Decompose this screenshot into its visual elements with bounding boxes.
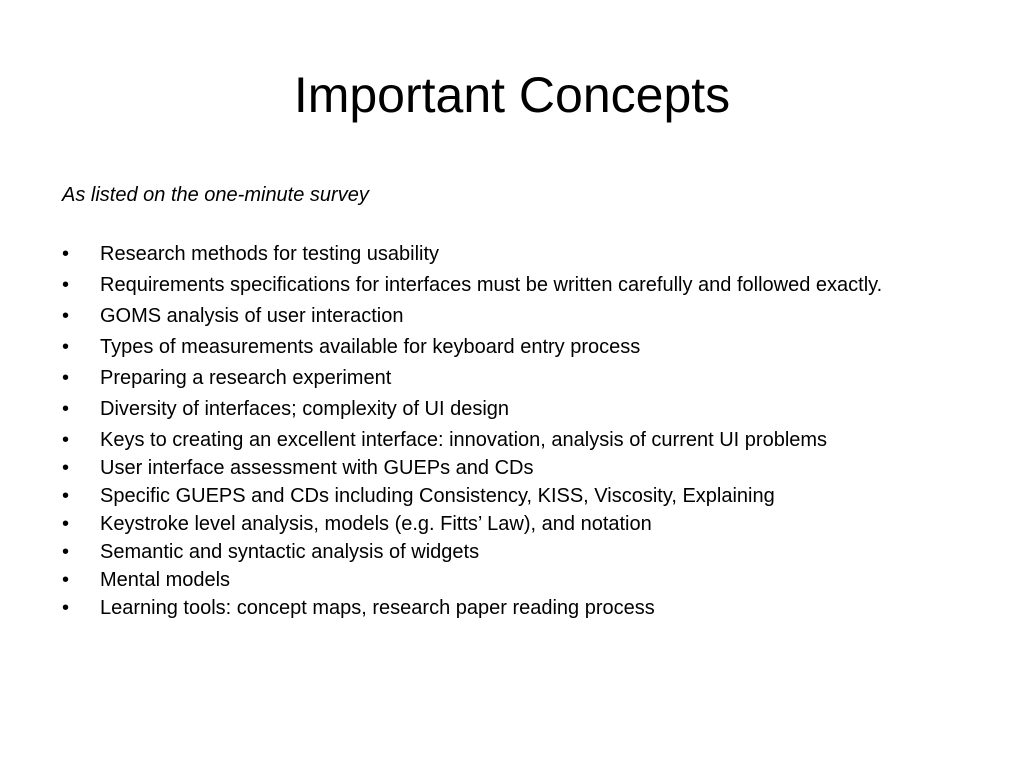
- bullet-item: [62, 485, 982, 508]
- bullet-text: Semantic and syntactic analysis of widgets: [100, 541, 480, 563]
- bullet-text: Preparing a research experiment: [100, 367, 392, 389]
- bullet-text: Mental models: [100, 569, 231, 591]
- bullet-item: [62, 305, 982, 328]
- bullet-icon: •: [62, 305, 70, 327]
- bullet-item: [62, 398, 982, 421]
- bullet-icon: •: [62, 243, 70, 265]
- bullet-icon: •: [62, 569, 70, 591]
- bullet-icon: •: [62, 513, 70, 535]
- bullet-text: Requirements specifications for interfaces must be written carefully and followed exactly.: [100, 274, 883, 296]
- bullet-icon: •: [62, 485, 70, 507]
- bullet-text: Specific GUEPS and CDs including Consistency, KISS, Viscosity, Explaining: [100, 485, 775, 507]
- bullet-icon: •: [62, 398, 70, 420]
- bullet-text: Learning tools: concept maps, research paper reading process: [100, 597, 655, 619]
- bullet-item: [62, 597, 982, 620]
- bullet-icon: •: [62, 457, 70, 479]
- bullet-text: Types of measurements available for keyboard entry process: [100, 336, 641, 358]
- bullet-item: [62, 336, 982, 359]
- bullet-list: [62, 243, 982, 620]
- bullet-text: Keys to creating an excellent interface: innovation, analysis of current UI problems: [100, 429, 828, 451]
- bullet-icon: •: [62, 274, 70, 296]
- bullet-icon: •: [62, 597, 70, 619]
- bullet-text: Keystroke level analysis, models (e.g. Fitts’ Law), and notation: [100, 513, 652, 535]
- bullet-item: [62, 243, 982, 266]
- bullet-icon: •: [62, 336, 70, 358]
- slide-title: Important Concepts: [293, 67, 731, 123]
- bullet-icon: •: [62, 367, 70, 389]
- bullet-icon: •: [62, 429, 70, 451]
- bullet-item: [62, 274, 982, 297]
- bullet-text: User interface assessment with GUEPs and CDs: [100, 457, 534, 479]
- bullet-item: [62, 541, 982, 564]
- bullet-text: GOMS analysis of user interaction: [100, 305, 404, 327]
- bullet-item: [62, 513, 982, 536]
- bullet-icon: •: [62, 541, 70, 563]
- bullet-text: Research methods for testing usability: [100, 243, 440, 265]
- bullet-text: Diversity of interfaces; complexity of UI design: [100, 398, 510, 420]
- bullet-item: [62, 569, 982, 592]
- slide-subtitle: As listed on the one-minute survey: [62, 184, 369, 206]
- bullet-item: [62, 429, 982, 452]
- bullet-item: [62, 457, 982, 480]
- bullet-item: [62, 367, 982, 390]
